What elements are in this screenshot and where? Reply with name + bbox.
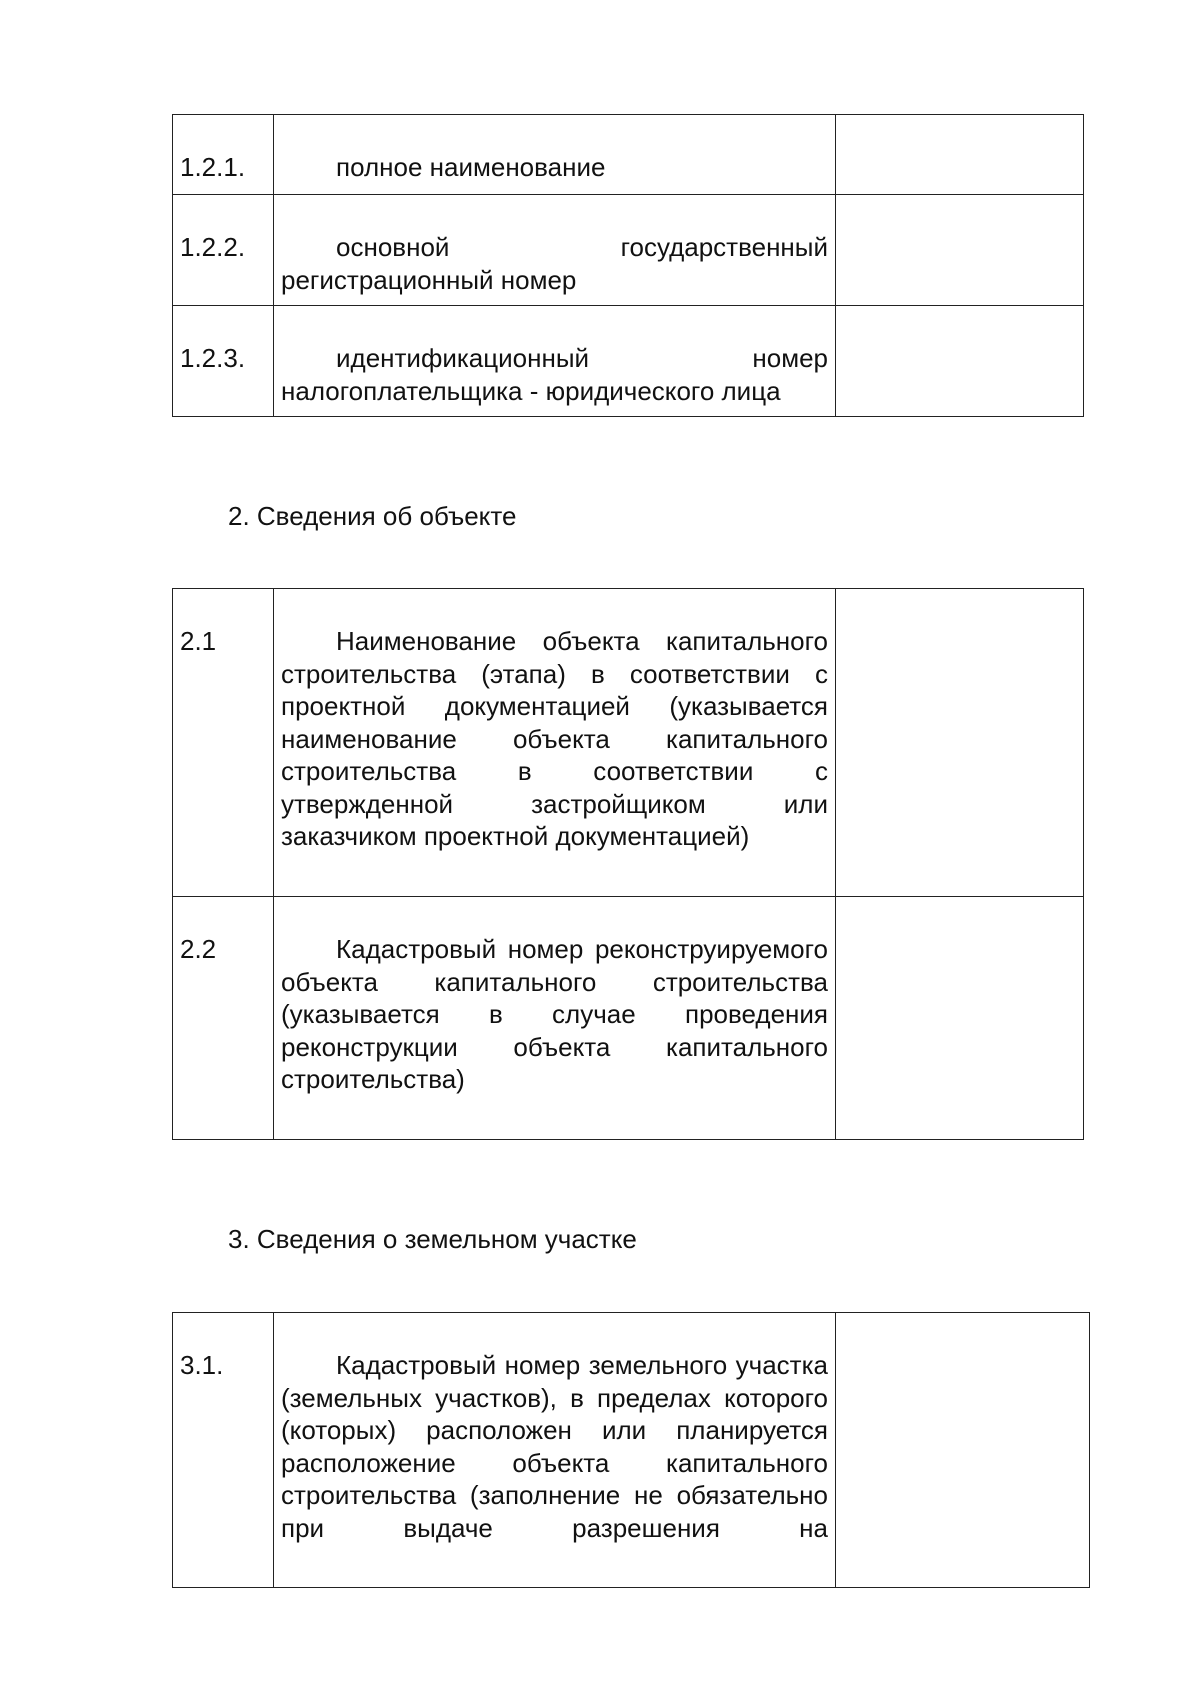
- row-description: [274, 897, 836, 1140]
- applicant-details-table: [172, 114, 1084, 417]
- row-description: [274, 589, 836, 897]
- row-description: [274, 195, 836, 306]
- row-value-cell[interactable]: [836, 115, 1084, 195]
- section-heading-object: 2. Сведения об объекте: [228, 501, 517, 531]
- row-value-cell[interactable]: [836, 195, 1084, 306]
- table-row: [173, 195, 1084, 306]
- table-row: [173, 1313, 1090, 1588]
- section-heading-land-plot: 3. Сведения о земельном участке: [228, 1224, 637, 1254]
- row-number: 2.2: [173, 897, 274, 1140]
- row-description: [274, 306, 836, 417]
- row-value-cell[interactable]: [836, 589, 1084, 897]
- row-number: 3.1.: [173, 1313, 274, 1588]
- row-number: 1.2.2.: [173, 195, 274, 306]
- object-details-table: [172, 588, 1084, 1140]
- row-description-text: полное наименование: [336, 152, 606, 182]
- table-row: [173, 897, 1084, 1140]
- row-number: 1.2.3.: [173, 306, 274, 417]
- land-plot-table: [172, 1312, 1090, 1588]
- row-description-text: идентификационный номер налогоплательщика - юридического лица: [281, 343, 828, 406]
- row-value-cell[interactable]: [836, 1313, 1090, 1588]
- row-description-text: основной государственный регистрационный номер: [281, 232, 828, 295]
- row-number: 1.2.1.: [173, 115, 274, 195]
- row-value-cell[interactable]: [836, 897, 1084, 1140]
- row-description-text: Кадастровый номер реконструируемого объекта капитального строительства (указывается в случае проведения реконструкции объекта капитального строительства): [281, 934, 828, 1094]
- row-value-cell[interactable]: [836, 306, 1084, 417]
- row-description: [274, 1313, 836, 1588]
- table-row: [173, 589, 1084, 897]
- row-number: 2.1: [173, 589, 274, 897]
- table-row: [173, 115, 1084, 195]
- row-description: [274, 115, 836, 195]
- table-row: [173, 306, 1084, 417]
- row-description-text: Кадастровый номер земельного участка (земельных участков), в пределах которого (которых) расположен или планируется расположение объекта капитального строительства (заполнение не обязательно при выдаче разрешения на: [281, 1350, 828, 1543]
- row-description-text: Наименование объекта капитального строительства (этапа) в соответствии с проектной документацией (указывается наименование объекта капитального строительства в соответствии с утвержденной застройщиком или заказчиком проектной документацией): [281, 626, 828, 851]
